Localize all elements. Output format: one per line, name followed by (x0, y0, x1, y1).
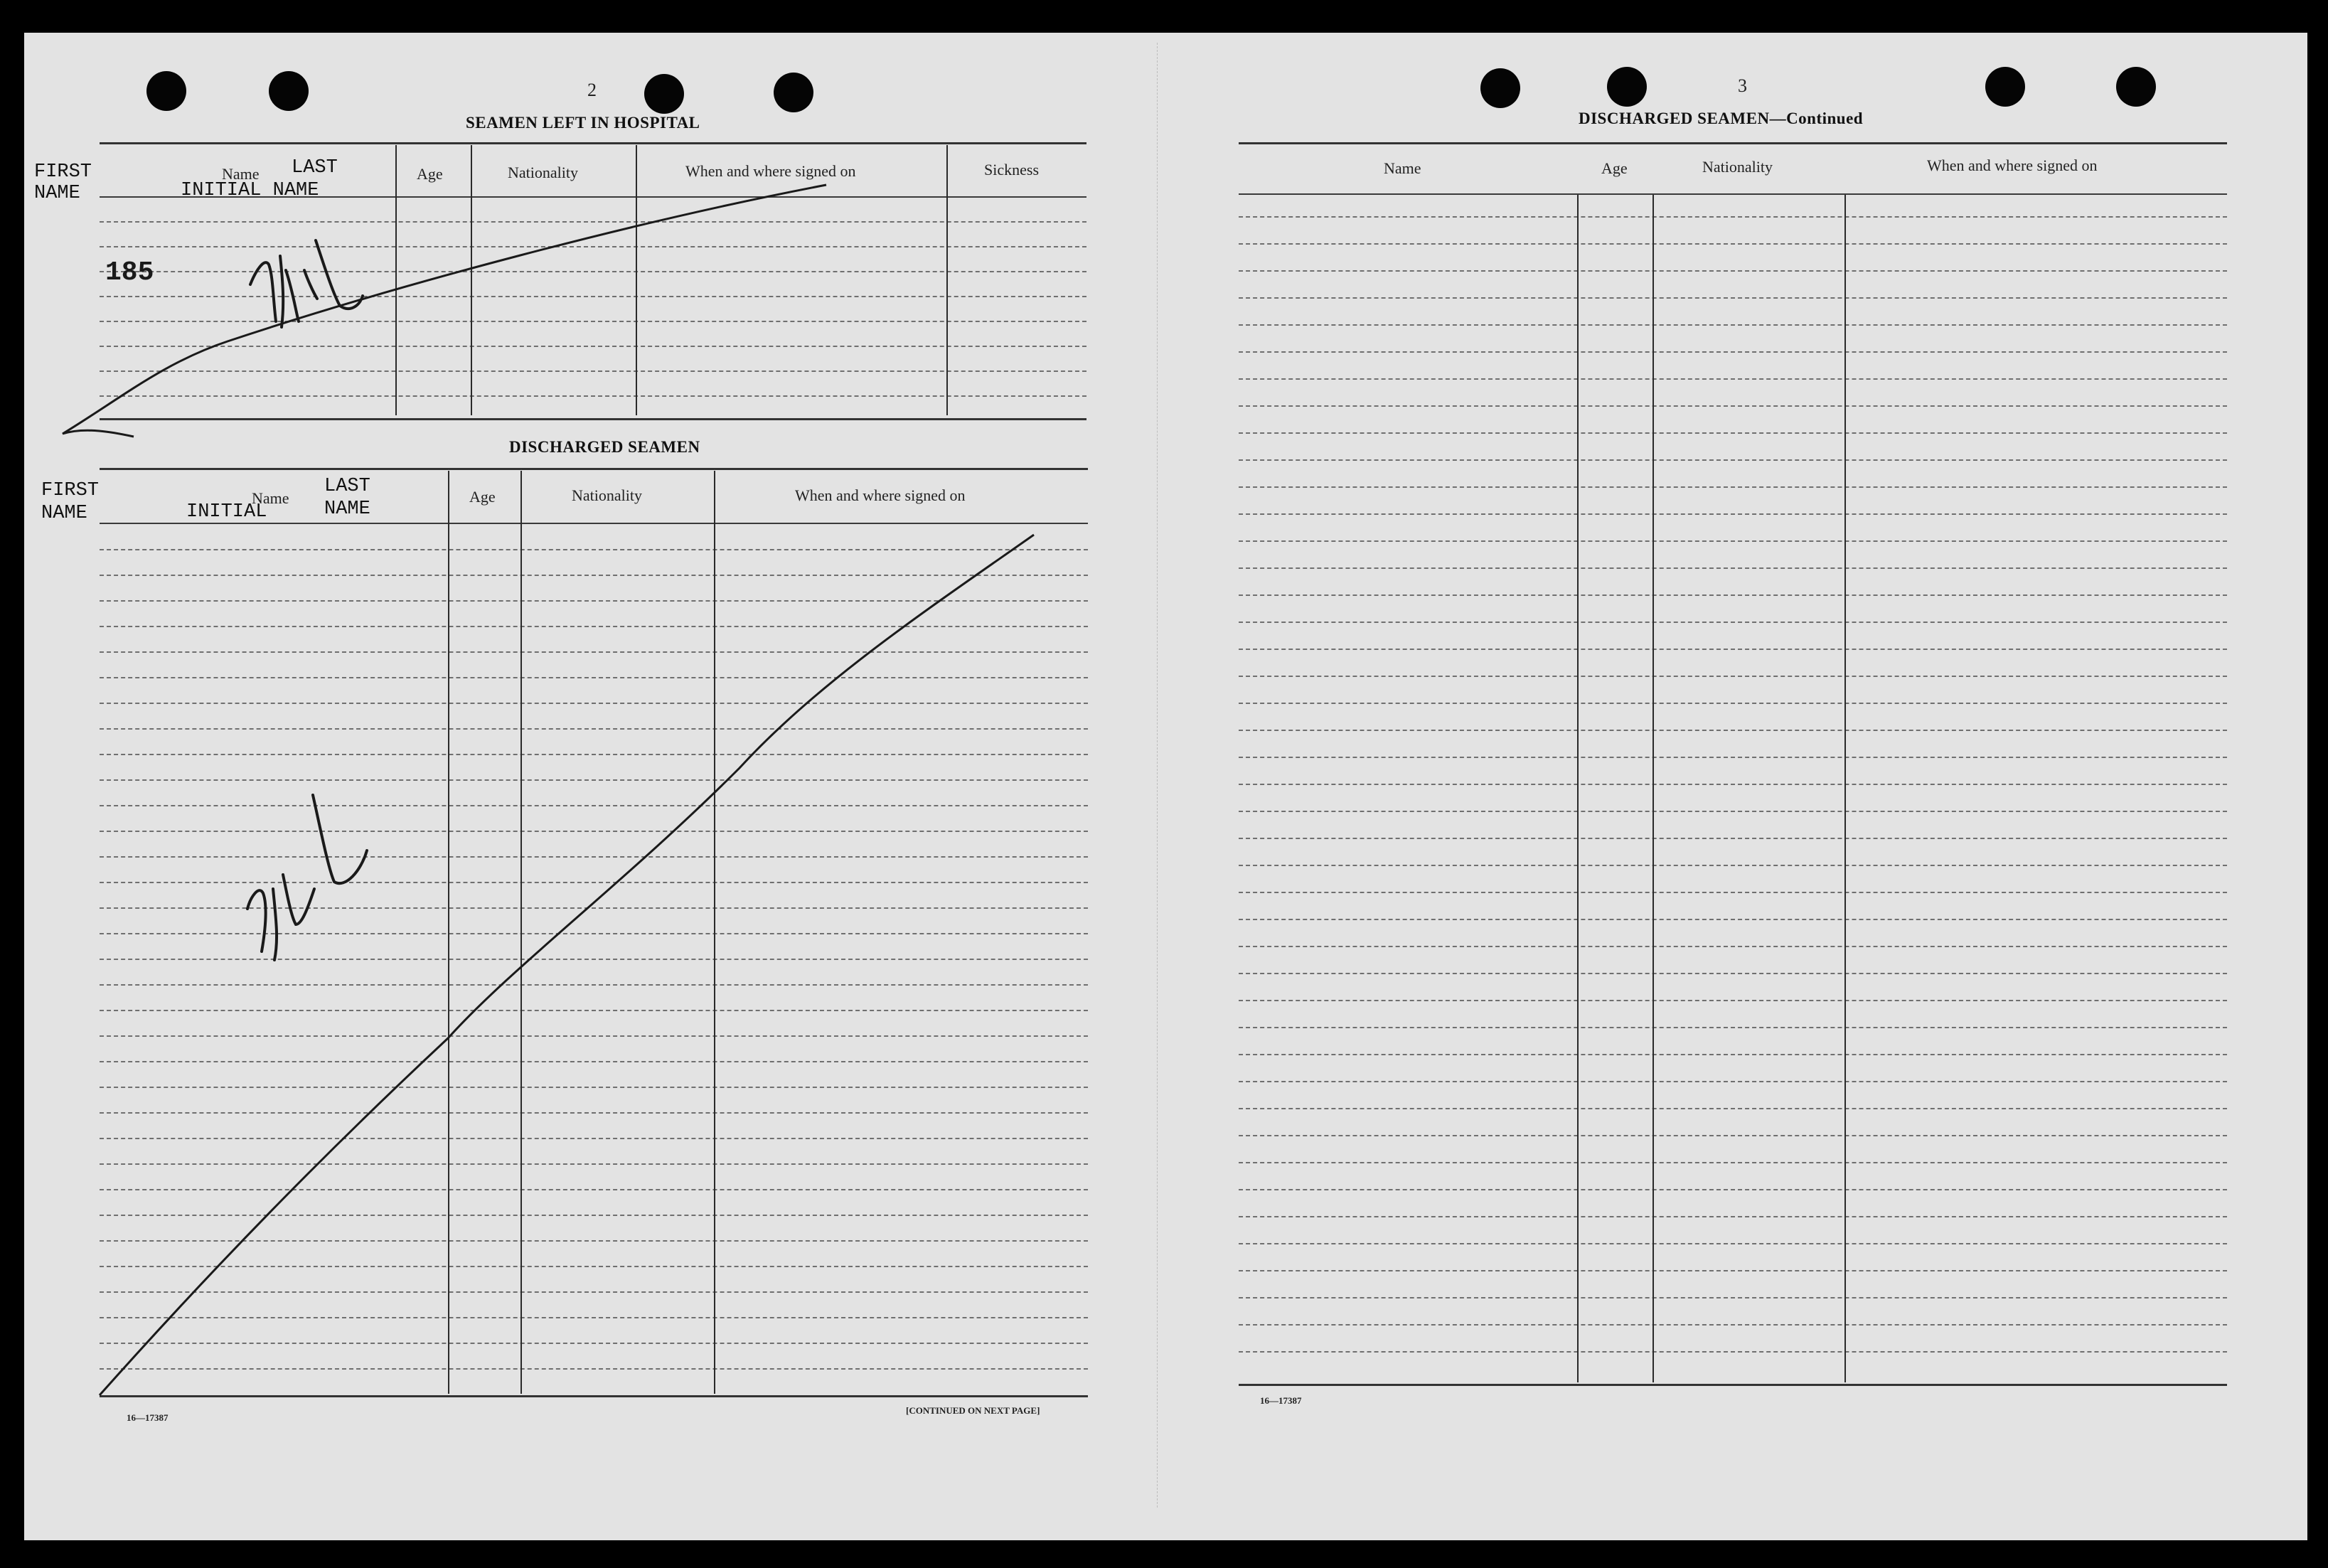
hospital-col-sickness: Sickness (984, 161, 1039, 178)
annotation-last: LAST (324, 476, 370, 497)
discharged-col-nationality: Nationality (572, 486, 642, 504)
annotation-last: LAST (292, 157, 338, 178)
annotation-first: FIRST (41, 480, 100, 501)
discharged-col-age: Age (469, 488, 496, 506)
continued-note: [CONTINUED ON NEXT PAGE] (906, 1405, 1040, 1416)
stamp-number: 185 (105, 257, 154, 288)
form-number-left: 16—17387 (127, 1412, 169, 1423)
annotation-name: NAME (34, 183, 80, 204)
hospital-col-age: Age (417, 165, 443, 183)
hospital-section-title: SEAMEN LEFT IN HOSPITAL (466, 114, 700, 132)
right-col-nationality: Nationality (1702, 158, 1773, 176)
form-number-right: 16—17387 (1260, 1395, 1302, 1406)
hospital-nil-mark (250, 240, 363, 327)
annotation-initial-name: INITIAL NAME (181, 180, 319, 201)
annotation-initial: INITIAL (186, 501, 267, 523)
annotation-first: FIRST (34, 161, 92, 183)
right-col-name: Name (1384, 159, 1421, 177)
hospital-col-nationality: Nationality (508, 164, 578, 181)
hospital-col-name: Name (222, 165, 260, 183)
right-col-signed-on: When and where signed on (1927, 156, 2098, 174)
annotation-last-name: NAME (324, 498, 370, 520)
page-number-right: 3 (1738, 75, 1747, 96)
right-col-age: Age (1601, 159, 1628, 177)
discharged-strike-line (100, 535, 1034, 1395)
hospital-strike-line (63, 185, 826, 437)
discharged-col-name: Name (252, 489, 289, 507)
discharged-col-signed-on: When and where signed on (795, 486, 966, 504)
hospital-col-signed-on: When and where signed on (685, 162, 856, 180)
continued-section-title: DISCHARGED SEAMEN—Continued (1579, 110, 1864, 127)
annotation-name: NAME (41, 503, 87, 524)
discharged-nil-mark (247, 795, 367, 960)
page-number-left: 2 (587, 80, 597, 100)
discharged-section-title: DISCHARGED SEAMEN (509, 438, 700, 456)
